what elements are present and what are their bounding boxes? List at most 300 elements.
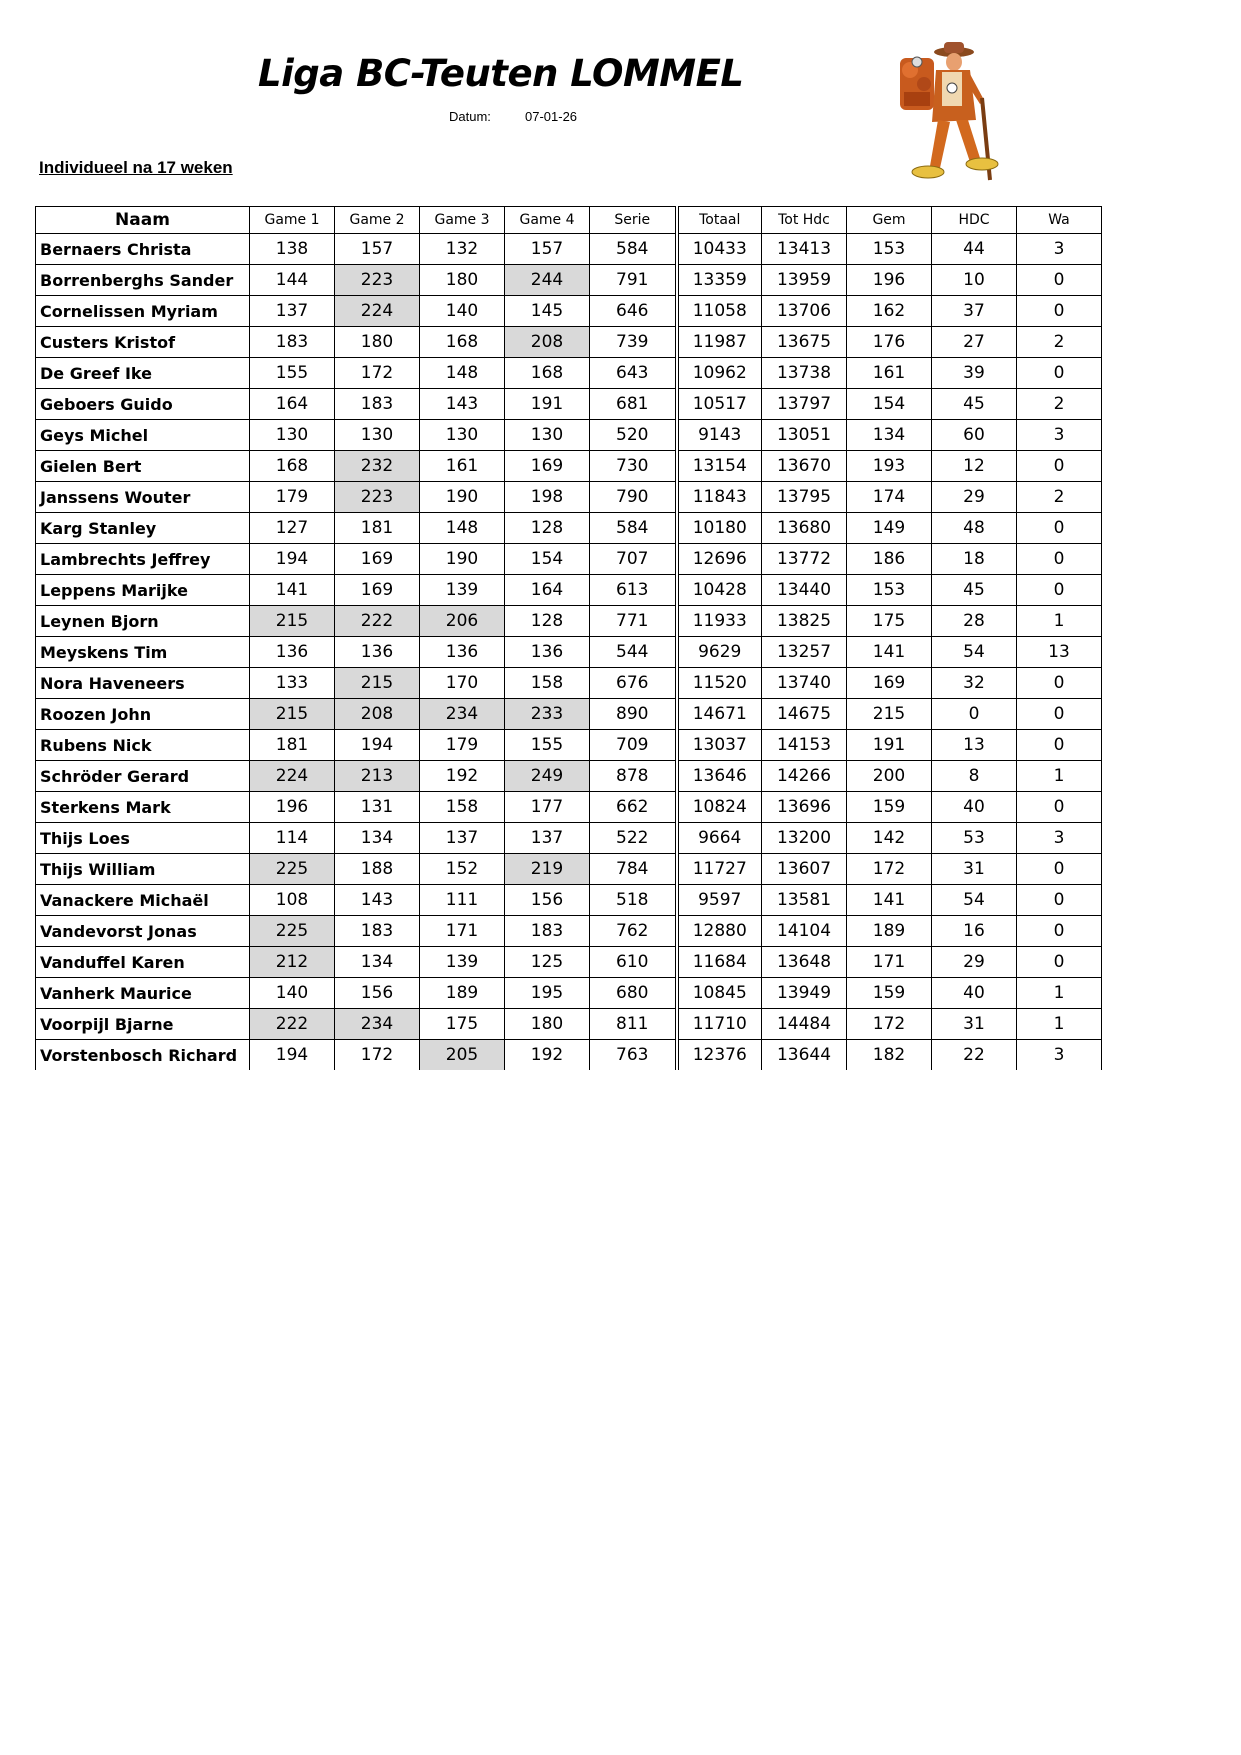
- game-1-score: 194: [250, 544, 335, 575]
- game-2-score: 183: [335, 389, 420, 420]
- gem-value: 161: [847, 358, 932, 389]
- wa-value: 0: [1017, 451, 1102, 482]
- game-1-score: 183: [250, 327, 335, 358]
- totaal-value: 10517: [677, 389, 762, 420]
- player-name: Karg Stanley: [36, 513, 250, 544]
- totaal-value: 11710: [677, 1009, 762, 1040]
- totaal-value: 9597: [677, 885, 762, 916]
- game-1-score: 224: [250, 761, 335, 792]
- game-4-score: 130: [505, 420, 590, 451]
- game-3-score: 190: [420, 544, 505, 575]
- hdc-value: 12: [932, 451, 1017, 482]
- table-row: [36, 637, 1102, 668]
- game-4-score: 128: [505, 606, 590, 637]
- game-4-score: 136: [505, 637, 590, 668]
- game-3-score: 175: [420, 1009, 505, 1040]
- table-row: [36, 1040, 1102, 1071]
- game-4-score: 244: [505, 265, 590, 296]
- game-2-score: 181: [335, 513, 420, 544]
- game-4-score: 125: [505, 947, 590, 978]
- table-row: [36, 575, 1102, 606]
- gem-value: 154: [847, 389, 932, 420]
- table-row: [36, 451, 1102, 482]
- wa-value: 2: [1017, 389, 1102, 420]
- wa-value: 0: [1017, 513, 1102, 544]
- tot-hdc-value: 14104: [762, 916, 847, 947]
- gem-value: 172: [847, 1009, 932, 1040]
- gem-value: 159: [847, 792, 932, 823]
- totaal-value: 10433: [677, 234, 762, 265]
- gem-value: 193: [847, 451, 932, 482]
- page-title: Liga BC-Teuten LOMMEL: [258, 52, 744, 95]
- totaal-value: 13154: [677, 451, 762, 482]
- player-name: Janssens Wouter: [36, 482, 250, 513]
- game-3-score: 161: [420, 451, 505, 482]
- game-1-score: 215: [250, 699, 335, 730]
- game-1-score: 164: [250, 389, 335, 420]
- column-header: HDC: [932, 207, 1017, 234]
- game-1-score: 136: [250, 637, 335, 668]
- tot-hdc-value: 13257: [762, 637, 847, 668]
- serie-value: 730: [590, 451, 677, 482]
- player-name: Voorpijl Bjarne: [36, 1009, 250, 1040]
- tot-hdc-value: 13607: [762, 854, 847, 885]
- table-row: [36, 234, 1102, 265]
- table-row: [36, 389, 1102, 420]
- player-name: Rubens Nick: [36, 730, 250, 761]
- serie-value: 613: [590, 575, 677, 606]
- serie-value: 763: [590, 1040, 677, 1071]
- table-row: [36, 823, 1102, 854]
- hdc-value: 44: [932, 234, 1017, 265]
- game-4-score: 128: [505, 513, 590, 544]
- game-3-score: 132: [420, 234, 505, 265]
- hdc-value: 37: [932, 296, 1017, 327]
- serie-value: 791: [590, 265, 677, 296]
- table-row: [36, 761, 1102, 792]
- hdc-value: 10: [932, 265, 1017, 296]
- game-3-score: 189: [420, 978, 505, 1009]
- game-1-score: 168: [250, 451, 335, 482]
- totaal-value: 9664: [677, 823, 762, 854]
- wa-value: 0: [1017, 854, 1102, 885]
- tot-hdc-value: 13949: [762, 978, 847, 1009]
- wa-value: 0: [1017, 296, 1102, 327]
- wa-value: 0: [1017, 358, 1102, 389]
- game-3-score: 136: [420, 637, 505, 668]
- serie-value: 520: [590, 420, 677, 451]
- game-2-score: 156: [335, 978, 420, 1009]
- column-header: Game 4: [505, 207, 590, 234]
- table-row: [36, 265, 1102, 296]
- wa-value: 2: [1017, 327, 1102, 358]
- game-3-score: 143: [420, 389, 505, 420]
- hdc-value: 29: [932, 482, 1017, 513]
- game-1-score: 194: [250, 1040, 335, 1071]
- table-row: [36, 1009, 1102, 1040]
- column-header: Game 2: [335, 207, 420, 234]
- tot-hdc-value: 13795: [762, 482, 847, 513]
- wa-value: 3: [1017, 823, 1102, 854]
- table-row: [36, 854, 1102, 885]
- game-4-score: 180: [505, 1009, 590, 1040]
- game-3-score: 171: [420, 916, 505, 947]
- wa-value: 1: [1017, 606, 1102, 637]
- serie-value: 890: [590, 699, 677, 730]
- table-row: [36, 327, 1102, 358]
- player-name: Geys Michel: [36, 420, 250, 451]
- player-name: Gielen Bert: [36, 451, 250, 482]
- table-row: [36, 978, 1102, 1009]
- game-4-score: 177: [505, 792, 590, 823]
- player-name: Thijs William: [36, 854, 250, 885]
- totaal-value: 12696: [677, 544, 762, 575]
- wa-value: 1: [1017, 761, 1102, 792]
- serie-value: 811: [590, 1009, 677, 1040]
- game-1-score: 196: [250, 792, 335, 823]
- table-row: [36, 730, 1102, 761]
- column-header: Game 3: [420, 207, 505, 234]
- table-row: [36, 668, 1102, 699]
- table-row: [36, 699, 1102, 730]
- hdc-value: 28: [932, 606, 1017, 637]
- player-name: Bernaers Christa: [36, 234, 250, 265]
- player-name: Vorstenbosch Richard: [36, 1040, 250, 1071]
- serie-value: 544: [590, 637, 677, 668]
- player-name: Sterkens Mark: [36, 792, 250, 823]
- totaal-value: 11727: [677, 854, 762, 885]
- player-name: Schröder Gerard: [36, 761, 250, 792]
- game-3-score: 170: [420, 668, 505, 699]
- table-row: [36, 482, 1102, 513]
- gem-value: 191: [847, 730, 932, 761]
- wa-value: 0: [1017, 265, 1102, 296]
- game-2-score: 222: [335, 606, 420, 637]
- wa-value: 3: [1017, 420, 1102, 451]
- column-header: Serie: [590, 207, 677, 234]
- player-name: Borrenberghs Sander: [36, 265, 250, 296]
- game-4-score: 219: [505, 854, 590, 885]
- table-row: [36, 358, 1102, 389]
- column-header: Naam: [36, 207, 250, 234]
- hdc-value: 31: [932, 854, 1017, 885]
- table-row: [36, 606, 1102, 637]
- totaal-value: 11933: [677, 606, 762, 637]
- standings-table: [35, 206, 1102, 1070]
- datum-label: Datum:: [449, 109, 491, 124]
- hdc-value: 53: [932, 823, 1017, 854]
- game-2-score: 143: [335, 885, 420, 916]
- game-2-score: 188: [335, 854, 420, 885]
- game-1-score: 179: [250, 482, 335, 513]
- table-row: [36, 296, 1102, 327]
- wa-value: 0: [1017, 575, 1102, 606]
- datum-value: 07-01-26: [525, 109, 578, 124]
- game-1-score: 215: [250, 606, 335, 637]
- totaal-value: 9143: [677, 420, 762, 451]
- teut-mascot-illustration: [884, 40, 1014, 186]
- column-header: Gem: [847, 207, 932, 234]
- game-3-score: 234: [420, 699, 505, 730]
- serie-value: 518: [590, 885, 677, 916]
- game-3-score: 192: [420, 761, 505, 792]
- tot-hdc-value: 13440: [762, 575, 847, 606]
- gem-value: 182: [847, 1040, 932, 1071]
- wa-value: 2: [1017, 482, 1102, 513]
- tot-hdc-value: 13413: [762, 234, 847, 265]
- wa-value: 1: [1017, 978, 1102, 1009]
- game-4-score: 137: [505, 823, 590, 854]
- game-4-score: 145: [505, 296, 590, 327]
- tot-hdc-value: 14675: [762, 699, 847, 730]
- player-name: Vandevorst Jonas: [36, 916, 250, 947]
- player-name: Vanherk Maurice: [36, 978, 250, 1009]
- game-3-score: 205: [420, 1040, 505, 1071]
- gem-value: 172: [847, 854, 932, 885]
- column-header: Game 1: [250, 207, 335, 234]
- serie-value: 878: [590, 761, 677, 792]
- gem-value: 149: [847, 513, 932, 544]
- hdc-value: 40: [932, 792, 1017, 823]
- game-3-score: 139: [420, 947, 505, 978]
- game-3-score: 148: [420, 358, 505, 389]
- gem-value: 169: [847, 668, 932, 699]
- gem-value: 174: [847, 482, 932, 513]
- player-name: Meyskens Tim: [36, 637, 250, 668]
- game-2-score: 131: [335, 792, 420, 823]
- wa-value: 0: [1017, 699, 1102, 730]
- hdc-value: 31: [932, 1009, 1017, 1040]
- totaal-value: 10962: [677, 358, 762, 389]
- tot-hdc-value: 13772: [762, 544, 847, 575]
- player-name: Lambrechts Jeffrey: [36, 544, 250, 575]
- game-4-score: 195: [505, 978, 590, 1009]
- gem-value: 186: [847, 544, 932, 575]
- column-header: Wa: [1017, 207, 1102, 234]
- wa-value: 3: [1017, 234, 1102, 265]
- game-3-score: 158: [420, 792, 505, 823]
- game-4-score: 158: [505, 668, 590, 699]
- player-name: Leynen Bjorn: [36, 606, 250, 637]
- table-row: [36, 420, 1102, 451]
- totaal-value: 11520: [677, 668, 762, 699]
- hdc-value: 32: [932, 668, 1017, 699]
- hdc-value: 27: [932, 327, 1017, 358]
- gem-value: 215: [847, 699, 932, 730]
- hdc-value: 48: [932, 513, 1017, 544]
- hdc-value: 18: [932, 544, 1017, 575]
- tot-hdc-value: 13200: [762, 823, 847, 854]
- totaal-value: 10428: [677, 575, 762, 606]
- serie-value: 739: [590, 327, 677, 358]
- table-row: [36, 916, 1102, 947]
- wa-value: 0: [1017, 544, 1102, 575]
- serie-value: 584: [590, 513, 677, 544]
- section-subtitle: Individueel na 17 weken: [39, 158, 233, 177]
- tot-hdc-value: 13051: [762, 420, 847, 451]
- game-1-score: 144: [250, 265, 335, 296]
- game-3-score: 148: [420, 513, 505, 544]
- game-1-score: 141: [250, 575, 335, 606]
- game-4-score: 156: [505, 885, 590, 916]
- column-header: Totaal: [677, 207, 762, 234]
- gem-value: 141: [847, 637, 932, 668]
- serie-value: 646: [590, 296, 677, 327]
- tot-hdc-value: 13670: [762, 451, 847, 482]
- wa-value: 0: [1017, 947, 1102, 978]
- hdc-value: 54: [932, 637, 1017, 668]
- game-1-score: 155: [250, 358, 335, 389]
- table-row: [36, 885, 1102, 916]
- wa-value: 0: [1017, 916, 1102, 947]
- totaal-value: 9629: [677, 637, 762, 668]
- totaal-value: 12880: [677, 916, 762, 947]
- serie-value: 771: [590, 606, 677, 637]
- tot-hdc-value: 13797: [762, 389, 847, 420]
- game-4-score: 208: [505, 327, 590, 358]
- player-name: Roozen John: [36, 699, 250, 730]
- serie-value: 676: [590, 668, 677, 699]
- wa-value: 0: [1017, 885, 1102, 916]
- table-row: [36, 947, 1102, 978]
- game-2-score: 224: [335, 296, 420, 327]
- hdc-value: 8: [932, 761, 1017, 792]
- game-2-score: 169: [335, 544, 420, 575]
- tot-hdc-value: 13648: [762, 947, 847, 978]
- totaal-value: 14671: [677, 699, 762, 730]
- game-1-score: 137: [250, 296, 335, 327]
- game-1-score: 225: [250, 854, 335, 885]
- hdc-value: 22: [932, 1040, 1017, 1071]
- gem-value: 159: [847, 978, 932, 1009]
- serie-value: 662: [590, 792, 677, 823]
- game-4-score: 191: [505, 389, 590, 420]
- gem-value: 141: [847, 885, 932, 916]
- gem-value: 171: [847, 947, 932, 978]
- totaal-value: 13646: [677, 761, 762, 792]
- game-2-score: 172: [335, 358, 420, 389]
- player-name: Geboers Guido: [36, 389, 250, 420]
- serie-value: 643: [590, 358, 677, 389]
- table-row: [36, 544, 1102, 575]
- column-header: Tot Hdc: [762, 207, 847, 234]
- game-4-score: 233: [505, 699, 590, 730]
- gem-value: 142: [847, 823, 932, 854]
- game-1-score: 127: [250, 513, 335, 544]
- player-name: Vanduffel Karen: [36, 947, 250, 978]
- tot-hdc-value: 13738: [762, 358, 847, 389]
- serie-value: 790: [590, 482, 677, 513]
- tot-hdc-value: 13675: [762, 327, 847, 358]
- serie-value: 522: [590, 823, 677, 854]
- game-3-score: 168: [420, 327, 505, 358]
- serie-value: 784: [590, 854, 677, 885]
- totaal-value: 11684: [677, 947, 762, 978]
- game-4-score: 157: [505, 234, 590, 265]
- hdc-value: 16: [932, 916, 1017, 947]
- tot-hdc-value: 13706: [762, 296, 847, 327]
- totaal-value: 13359: [677, 265, 762, 296]
- game-3-score: 206: [420, 606, 505, 637]
- game-2-score: 134: [335, 947, 420, 978]
- serie-value: 762: [590, 916, 677, 947]
- game-1-score: 114: [250, 823, 335, 854]
- hdc-value: 40: [932, 978, 1017, 1009]
- game-3-score: 180: [420, 265, 505, 296]
- totaal-value: 12376: [677, 1040, 762, 1071]
- game-2-score: 223: [335, 265, 420, 296]
- hdc-value: 60: [932, 420, 1017, 451]
- player-name: Thijs Loes: [36, 823, 250, 854]
- gem-value: 176: [847, 327, 932, 358]
- game-1-score: 225: [250, 916, 335, 947]
- player-name: Vanackere Michaël: [36, 885, 250, 916]
- game-2-score: 223: [335, 482, 420, 513]
- game-1-score: 212: [250, 947, 335, 978]
- tot-hdc-value: 13959: [762, 265, 847, 296]
- game-1-score: 222: [250, 1009, 335, 1040]
- totaal-value: 10180: [677, 513, 762, 544]
- serie-value: 610: [590, 947, 677, 978]
- totaal-value: 11987: [677, 327, 762, 358]
- player-name: Leppens Marijke: [36, 575, 250, 606]
- wa-value: 1: [1017, 1009, 1102, 1040]
- game-4-score: 154: [505, 544, 590, 575]
- serie-value: 584: [590, 234, 677, 265]
- game-3-score: 130: [420, 420, 505, 451]
- game-2-score: 215: [335, 668, 420, 699]
- game-4-score: 249: [505, 761, 590, 792]
- wa-value: 13: [1017, 637, 1102, 668]
- game-3-score: 179: [420, 730, 505, 761]
- player-name: Custers Kristof: [36, 327, 250, 358]
- hdc-value: 54: [932, 885, 1017, 916]
- game-3-score: 137: [420, 823, 505, 854]
- game-2-score: 183: [335, 916, 420, 947]
- wa-value: 3: [1017, 1040, 1102, 1071]
- game-2-score: 172: [335, 1040, 420, 1071]
- tot-hdc-value: 13696: [762, 792, 847, 823]
- totaal-value: 13037: [677, 730, 762, 761]
- game-1-score: 138: [250, 234, 335, 265]
- game-2-score: 157: [335, 234, 420, 265]
- wa-value: 0: [1017, 730, 1102, 761]
- tot-hdc-value: 13740: [762, 668, 847, 699]
- player-name: Nora Haveneers: [36, 668, 250, 699]
- wa-value: 0: [1017, 668, 1102, 699]
- game-3-score: 139: [420, 575, 505, 606]
- hdc-value: 0: [932, 699, 1017, 730]
- game-4-score: 198: [505, 482, 590, 513]
- hdc-value: 29: [932, 947, 1017, 978]
- gem-value: 196: [847, 265, 932, 296]
- totaal-value: 11058: [677, 296, 762, 327]
- hdc-value: 13: [932, 730, 1017, 761]
- hdc-value: 45: [932, 575, 1017, 606]
- game-2-score: 134: [335, 823, 420, 854]
- gem-value: 189: [847, 916, 932, 947]
- game-4-score: 164: [505, 575, 590, 606]
- game-1-score: 133: [250, 668, 335, 699]
- game-1-score: 181: [250, 730, 335, 761]
- game-2-score: 232: [335, 451, 420, 482]
- serie-value: 709: [590, 730, 677, 761]
- game-3-score: 152: [420, 854, 505, 885]
- game-4-score: 155: [505, 730, 590, 761]
- game-1-score: 108: [250, 885, 335, 916]
- tot-hdc-value: 13644: [762, 1040, 847, 1071]
- game-1-score: 130: [250, 420, 335, 451]
